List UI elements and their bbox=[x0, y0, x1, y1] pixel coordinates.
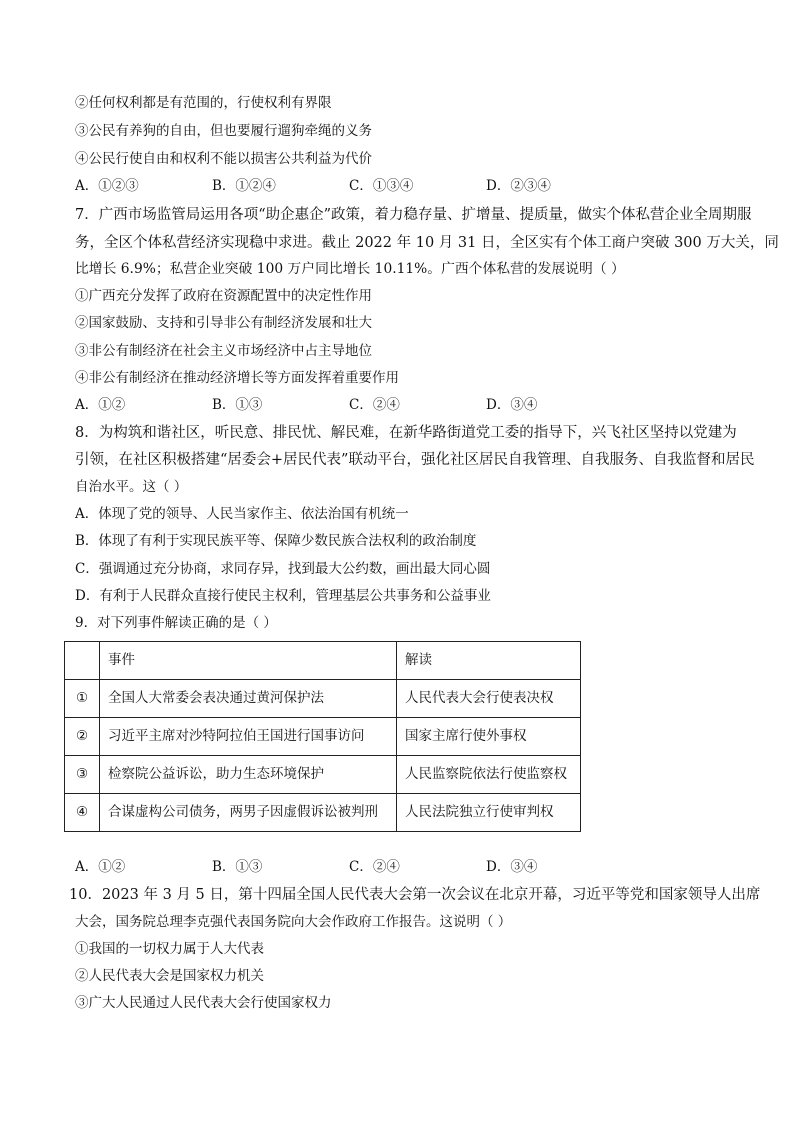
q8-stem-line-3: 自治水平。这（ ） bbox=[75, 479, 188, 495]
q7-item-1: ①广西充分发挥了政府在资源配置中的决定性作用 bbox=[75, 288, 372, 304]
q7-option-b: B．①③ bbox=[212, 397, 263, 413]
table-cell-number: ② bbox=[65, 718, 100, 756]
table-cell-interpretation: 国家主席行使外事权 bbox=[397, 718, 581, 756]
table-cell-event: 习近平主席对沙特阿拉伯王国进行国事访问 bbox=[100, 718, 397, 756]
q6-item-2: ②任何权利都是有范围的，行使权利有界限 bbox=[75, 95, 332, 111]
q7-option-a: A．①② bbox=[75, 397, 126, 413]
q6-item-3: ③公民有养狗的自由，但也要履行遛狗牵绳的义务 bbox=[75, 123, 372, 139]
q10-item-2: ②人民代表大会是国家权力机关 bbox=[75, 968, 264, 984]
q7-item-3: ③非公有制经济在社会主义市场经济中占主导地位 bbox=[75, 343, 372, 359]
q9-option-a: A．①② bbox=[75, 859, 126, 875]
q7-stem-line-3: 比增长 6.9%；私营企业突破 100 万户同比增长 10.11%。广西个体私营的发展说明（ ） bbox=[75, 261, 625, 277]
table-cell-number: ③ bbox=[65, 756, 100, 794]
q6-option-c: C．①③④ bbox=[349, 178, 414, 194]
table-cell-event: 检察院公益诉讼，助力生态环境保护 bbox=[100, 756, 397, 794]
q7-item-4: ④非公有制经济在推动经济增长等方面发挥着重要作用 bbox=[75, 370, 399, 386]
table-row bbox=[65, 794, 581, 832]
table-header-cell: 解读 bbox=[397, 642, 581, 680]
table-cell-event: 全国人大常委会表决通过黄河保护法 bbox=[100, 680, 397, 718]
q8-choice-c: C．强调通过充分协商，求同存异，找到最大公约数，画出最大同心圆 bbox=[75, 561, 491, 577]
q9-option-d: D．③④ bbox=[486, 859, 538, 875]
q7-item-2: ②国家鼓励、支持和引导非公有制经济发展和壮大 bbox=[75, 315, 372, 331]
q7-option-d: D．③④ bbox=[486, 397, 538, 413]
q6-item-4: ④公民行使自由和权利不能以损害公共利益为代价 bbox=[75, 151, 372, 167]
q10-stem-line-2: 大会，国务院总理李克强代表国务院向大会作政府工作报告。这说明（ ） bbox=[75, 914, 512, 930]
q8-choice-d: D．有利于人民群众直接行使民主权利，管理基层公共事务和公益事业 bbox=[75, 588, 491, 604]
table-row bbox=[65, 718, 581, 756]
q10-item-3: ③广大人民通过人民代表大会行使国家权力 bbox=[75, 995, 332, 1011]
q7-stem-line-2: 务，全区个体私营经济实现稳中求进。截止 2022 年 10 月 31 日，全区实有个体工商户突破 300 万大关，同 bbox=[75, 235, 779, 251]
q10-item-1: ①我国的一切权力属于人大代表 bbox=[75, 941, 264, 957]
q9-stem: 9．对下列事件解读正确的是（ ） bbox=[75, 615, 277, 631]
table-row bbox=[65, 756, 581, 794]
q9-option-c: C．②④ bbox=[349, 859, 400, 875]
q8-choice-a: A．体现了党的领导、人民当家作主、依法治国有机统一 bbox=[75, 506, 409, 522]
q8-choice-b: B．体现了有利于实现民族平等、保障少数民族合法权利的政治制度 bbox=[75, 533, 477, 549]
q6-option-a: A．①②③ bbox=[75, 178, 139, 194]
q6-option-b: B．①②④ bbox=[212, 178, 276, 194]
q10-stem-line-1: 10．2023 年 3 月 5 日，第十四届全国人民代表大会第一次会议在北京开幕，习近平等党和国家领导人出席 bbox=[69, 887, 761, 903]
q8-stem-line-1: 8．为构筑和谐社区，听民意、排民忧、解民难，在新华路街道党工委的指导下，兴飞社区坚持以党建为 bbox=[75, 425, 737, 441]
q6-option-d: D．②③④ bbox=[486, 178, 551, 194]
table-row bbox=[65, 680, 581, 718]
table-cell-number: ① bbox=[65, 680, 100, 718]
q7-stem-line-1: 7．广西市场监管局运用各项“助企惠企”政策，着力稳存量、扩增量、提质量，做实个体私营企业全周期服 bbox=[75, 207, 752, 223]
table-cell-number: ④ bbox=[65, 794, 100, 832]
table-cell-interpretation: 人民代表大会行使表决权 bbox=[397, 680, 581, 718]
table-cell-interpretation: 人民监察院依法行使监察权 bbox=[397, 756, 581, 794]
table-header-cell: 事件 bbox=[100, 642, 397, 680]
table-cell-event: 合谋虚构公司债务，两男子因虚假诉讼被判刑 bbox=[100, 794, 397, 832]
table-header-row bbox=[65, 642, 581, 680]
q9-option-b: B．①③ bbox=[212, 859, 263, 875]
q7-option-c: C．②④ bbox=[349, 397, 400, 413]
table-header-cell bbox=[65, 642, 100, 680]
table-cell-interpretation: 人民法院独立行使审判权 bbox=[397, 794, 581, 832]
q9-events-table bbox=[64, 641, 581, 832]
q8-stem-line-2: 引领，在社区积极搭建“居委会+居民代表”联动平台，强化社区居民自我管理、自我服务、自我监督和居民 bbox=[75, 452, 755, 468]
